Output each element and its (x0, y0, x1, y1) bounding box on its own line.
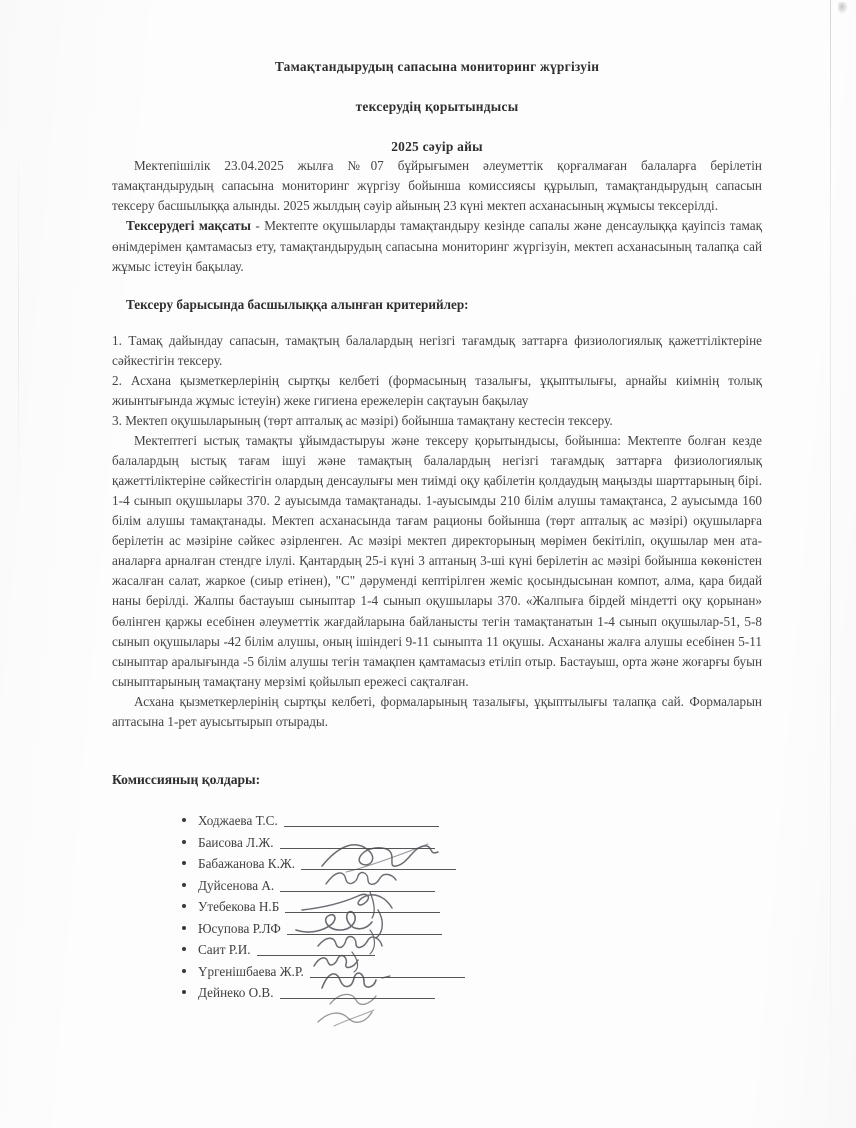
scan-streak-right-icon (830, 0, 831, 1128)
signer-name: Ходжаева Т.С. (198, 813, 278, 829)
bullet-icon (182, 883, 186, 887)
signature-line[interactable] (310, 976, 465, 978)
bullet-icon (182, 904, 186, 908)
signature-row (198, 937, 762, 959)
scan-streak-left-icon (18, 120, 19, 488)
signature-line[interactable] (257, 954, 375, 956)
bullet-icon (182, 969, 186, 973)
signature-row (198, 958, 762, 980)
criteria-item-2: 2. Асхана қызметкерлерінің сыртқы келбеті (формасының тазалығы, ұқыптылығы, арнайы киімнің толық жиынтығында жұмыс істеуін) жеке гигиена ережелерін сақтауын бақылау (112, 372, 762, 408)
signature-line[interactable] (301, 868, 456, 870)
signature-list (112, 808, 762, 1002)
bullet-icon (182, 947, 186, 951)
goal-paragraph (112, 216, 762, 276)
signer-name: Үргенішбаева Ж.Р. (198, 963, 304, 979)
signer-name: Юсупова Р.ЛФ (198, 920, 281, 936)
signature-line[interactable] (280, 997, 435, 999)
criteria-heading: Тексеру барысында басшылыққа алынған критерийлер: (126, 296, 469, 312)
bullet-icon (182, 840, 186, 844)
bullet-icon (182, 861, 186, 865)
signatures-heading: Комиссияның қолдары: (112, 771, 261, 787)
signature-line[interactable] (280, 847, 435, 849)
goal-text: - Мектепте оқушыларды тамақтандыру кезінде сапалы және денсаулыққа қауіпсіз тамақ өнімдерімен қамтамасыз ету, тамақтандырудың сапасына мониторинг жүргізуін, мектеп асханасының талапқа сай жұмыс істеуін бақылау. (112, 218, 762, 274)
signer-name: Бабажанова К.Ж. (198, 856, 296, 872)
signature-line[interactable] (280, 890, 435, 892)
bullet-icon (182, 818, 186, 822)
signature-line[interactable] (284, 825, 439, 827)
signature-line[interactable] (285, 911, 440, 913)
intro-paragraph: Мектепішілік 23.04.2025 жылға №07 бұйрығымен әлеуметтік қорғалмаған балаларға берілетін тамақтандырудың сапасына мониторинг жүргізу бойынша комиссиясы құрылып, тамақтандырудың сапасын тексеру басшылыққа алынды. 2025 жылдың сәуір айының 23 күні мектеп асханасының жұмысы тексерілді. (112, 158, 762, 214)
signature-row (198, 829, 762, 851)
bullet-icon (182, 990, 186, 994)
signature-row (198, 894, 762, 916)
title-line-1: Тамақтандырудың сапасына мониторинг жүргізуін (274, 59, 600, 74)
criteria-list (112, 331, 762, 431)
signer-name: Саит Р.И. (198, 942, 251, 958)
document-title-block (112, 58, 762, 156)
signature-row (198, 980, 762, 1002)
signer-name: Дейнеко О.В. (198, 985, 274, 1001)
title-line-period: 2025 сәуір айы (391, 139, 483, 155)
document-body (112, 58, 762, 1001)
signer-name: Баисова Л.Ж. (198, 834, 274, 850)
staff-appearance-paragraph: Асхана қызметкерлерінің сыртқы келбеті, формаларының тазалығы, ұқыптылығы талапқа сай. Формаларын аптасына 1-рет ауысытырып отырады. (112, 693, 762, 729)
handwritten-signature-mark-icon (316, 1008, 390, 1030)
signature-row (198, 915, 762, 937)
goal-label: Тексерудегі мақсаты (126, 218, 251, 234)
signer-name: Утебекова Н.Б (198, 899, 280, 915)
criteria-item-1: 1. Тамақ дайындау сапасын, тамақтың балалардың негізгі тағамдық заттарға физиологиялық қажеттіліктеріне сәйкестігін тексеру. (112, 332, 762, 368)
signature-line[interactable] (287, 933, 442, 935)
bullet-icon (182, 926, 186, 930)
signature-row (198, 851, 762, 873)
signature-row (198, 872, 762, 894)
title-line-2: тексерудің қорытындысы (355, 99, 519, 115)
main-findings-paragraph: Мектептегі ыстық тамақты ұйымдастыруы және тексеру қорытындысы, бойынша: Мектепте болған кезде балалардың ыстық тағам ішуі және тамақтың балалардың негізгі тағамдық заттарға физиологиялық қажеттіліктеріне сәйкестігін олардың денсаулығы мен тиімді оқу қабілетін қолдаудың маңызды шарттарының бірі. 1-4 сынып оқушылары 370. 2 ауысымда тамақтанады. 1-ауысымды 210 білім алушы тамақтанса, 2 ауысымда 160 білім алушы тамақтанады. Мектеп асханасында тағам рационы бойынша (төрт апталық ас мәзірі) оқушыларға берілетін ас мәзіріне сәйкес әзірленген. Ас мәзірі мектеп директорының мөрімен бекітіліп, оқушылар мен ата-аналарға арналған стендге ілулі. Қантардың 25-і күні 3 аптаның 3-ші күні берілетін ас мәзірі бойынша көкөністен жасалған салат, жаркое (сиыр етінен), "С" дәруменді кептірілген жеміс қосындысынан компот, алма, қара бидай наны берілді. Жалпы бастауыш сыныптар 1-4 сынып оқушылары 370. «Жалпыға бірдей міндетті оқу қорынан» бөлінген қаржы есебінен әлеуметтік жағдайларына байланысты тегін тамақтанатын 1-4 сынып оқушылар-51, 5-8 сынып оқушылары -42 білім алушы, оның ішіндегі 9-11 сыныпта 11 оқушы. Асхананы жалға алушы есебінен 5-11 сыныптар аралығында -5 білім алушы тегін тамақпен қамтамасыз етіліп отыр. Бастауыш, орта және жоғарғы буын сыныптарының тамақтану мерзімі қойылып ережесі сақталған. (112, 432, 762, 689)
signature-row (198, 808, 762, 830)
scan-smudge-icon (838, 2, 848, 14)
criteria-item-3: 3. Мектеп оқушыларының (төрт апталық ас мәзірі) бойынша тамақтану кестесін тексеру. (112, 412, 613, 428)
signer-name: Дуйсенова А. (198, 877, 275, 893)
